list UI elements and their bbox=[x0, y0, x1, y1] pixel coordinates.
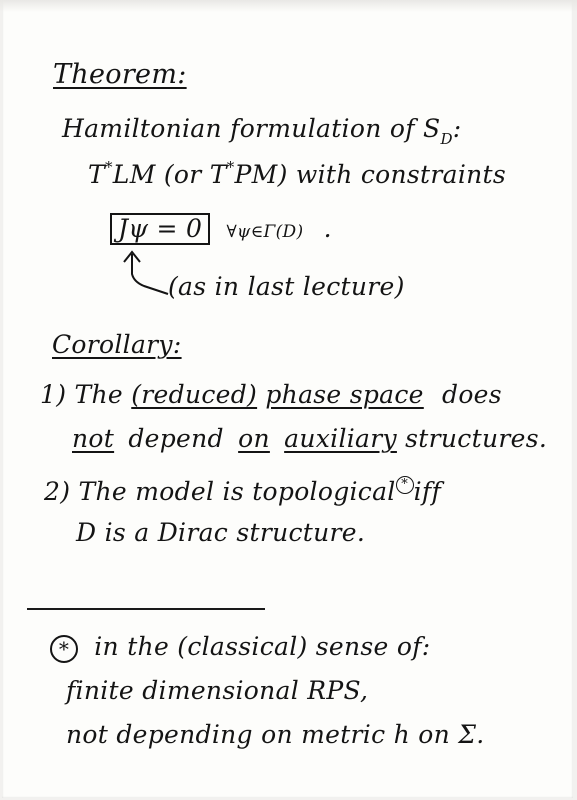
footnote-line-1 bbox=[50, 632, 431, 663]
theorem-heading: Theorem: bbox=[53, 59, 187, 90]
t-a: T bbox=[88, 160, 105, 189]
corollary-item-2-line-2: D is a Dirac structure. bbox=[76, 518, 366, 547]
theorem-line-2 bbox=[88, 160, 506, 193]
t-sup-1: * bbox=[104, 158, 113, 176]
footnote-star-icon: * bbox=[50, 635, 78, 663]
footnote-line-2: finite dimensional RPS, bbox=[66, 676, 369, 705]
corollary-item-1-line-1 bbox=[40, 380, 502, 410]
item-1-number: 1) bbox=[40, 380, 67, 409]
item-1-the: The bbox=[74, 380, 123, 409]
item-1-on: on bbox=[238, 424, 270, 453]
item-2-iff: iff bbox=[413, 477, 442, 506]
annotation: (as in last lecture) bbox=[168, 272, 405, 301]
theorem-line-1 bbox=[62, 114, 462, 147]
scan-edge bbox=[0, 0, 577, 12]
footnote-line-3: not depending on metric h on Σ. bbox=[66, 720, 485, 749]
corollary-item-2-line-1 bbox=[44, 477, 441, 507]
theorem-line-1-text: Hamiltonian formulation of S bbox=[62, 114, 441, 143]
constraint-line bbox=[110, 213, 332, 247]
item-1-reduced: (reduced) bbox=[131, 380, 258, 409]
t-b: LM (or T bbox=[112, 160, 227, 189]
item-1-depend: depend bbox=[128, 424, 224, 453]
item-2-text: The model is topological bbox=[78, 477, 396, 506]
corollary-heading: Corollary: bbox=[52, 330, 182, 359]
theorem-line-1-sub: D bbox=[440, 130, 453, 148]
footnote-separator bbox=[27, 608, 265, 610]
item-1-structures: structures. bbox=[405, 424, 548, 453]
theorem-line-1-colon: : bbox=[452, 114, 462, 143]
t-c: PM) with constraints bbox=[234, 160, 507, 189]
constraint-box: Jψ = 0 bbox=[110, 213, 210, 245]
item-1-phase-space: phase space bbox=[265, 380, 424, 409]
item-2-number: 2) bbox=[44, 477, 71, 506]
item-1-auxiliary: auxiliary bbox=[284, 424, 397, 453]
item-1-not: not bbox=[72, 424, 115, 453]
footnote-star-marker: * bbox=[396, 476, 414, 494]
constraint-period: . bbox=[323, 214, 332, 243]
corollary-item-1-line-2 bbox=[72, 424, 547, 454]
footnote-text-1: in the (classical) sense of: bbox=[94, 632, 431, 661]
t-sup-2: * bbox=[226, 158, 235, 176]
quantifier: ∀ψ∈Γ(D) bbox=[226, 222, 304, 242]
item-1-does: does bbox=[442, 380, 502, 409]
